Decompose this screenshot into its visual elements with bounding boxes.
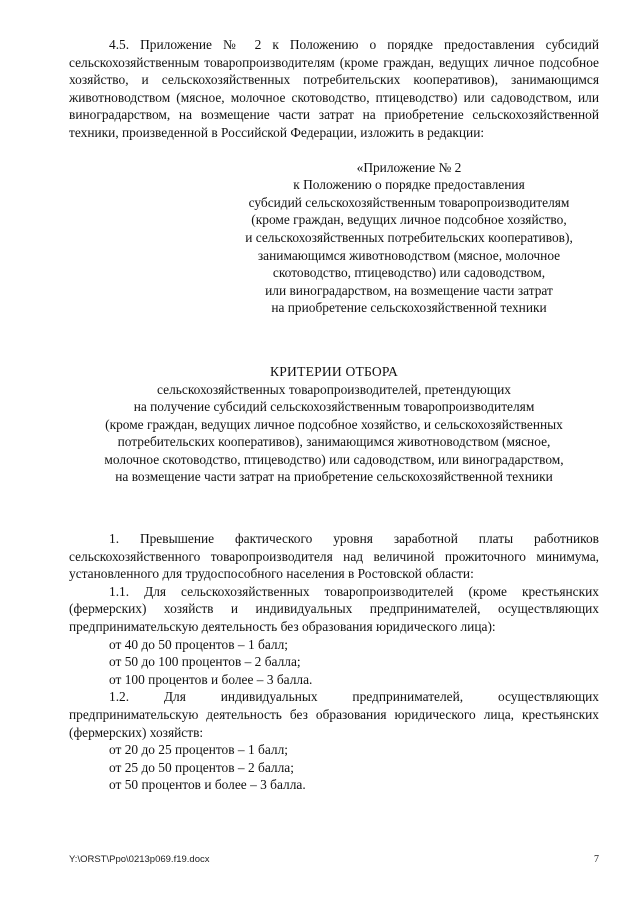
footer-file-path: Y:\ORST\Ppo\0213p069.f19.docx (69, 854, 210, 865)
criterion-1-1-option: от 40 до 50 процентов – 1 балл; (109, 636, 288, 652)
criteria-subtitle-line: сельскохозяйственных товаропроизводителей, претендующих (157, 381, 511, 397)
page-footer (69, 854, 599, 865)
criteria-subtitle-line: на получение субсидий сельскохозяйственным товаропроизводителям (133, 399, 535, 415)
annex-line: скотоводство, птицеводство) или садоводством, (272, 265, 546, 281)
criterion-1-2: 1.2. Для индивидуальных предпринимателей, осуществляющих предпринимательскую деятельность без образования юридического лица, крестьянских (фермерских) хозяйств: (69, 689, 599, 740)
annex-header (219, 159, 599, 317)
criterion-1-1: 1.1. Для сельскохозяйственных товаропроизводителей (кроме крестьянских (фермерских) хозяйств и индивидуальных предпринимателей, осуществляющих предпринимательскую деятельность без образования юридического лица): (69, 583, 599, 635)
annex-line: и сельскохозяйственных потребительских кооперативов), (245, 229, 573, 245)
criteria-subtitle-line: (кроме граждан, ведущих личное подсобное хозяйство, и сельскохозяйственных (105, 416, 563, 432)
criterion-1-2-option: от 50 процентов и более – 3 балла. (109, 777, 306, 793)
document-content (69, 36, 599, 794)
criterion-1-2-option: от 25 до 50 процентов – 2 балла; (109, 759, 294, 775)
annex-line: на приобретение сельскохозяйственной техники (271, 300, 547, 316)
annex-line: (кроме граждан, ведущих личное подсобное хозяйство, (251, 212, 567, 228)
criterion-1-1-option: от 100 процентов и более – 3 балла. (109, 671, 313, 687)
criterion-1: 1. Превышение фактического уровня заработной платы работников сельскохозяйственного товаропроизводителя над величиной прожиточного минимума, установленного для трудоспособного населения в Ростовской области: (69, 531, 599, 582)
criterion-1-2-option: от 20 до 25 процентов – 1 балл; (109, 742, 288, 758)
criteria-heading: КРИТЕРИИ ОТБОРА (270, 363, 398, 379)
annex-line: или виноградарством, на возмещение части затрат (265, 282, 553, 298)
criteria-subtitle-line: потребительских кооперативов), занимающимся животноводством (мясное, (117, 434, 551, 450)
annex-line: занимающимся животноводством (мясное, молочное (257, 247, 561, 263)
annex-line: субсидий сельскохозяйственным товаропроизводителям (248, 194, 570, 210)
criteria-body (69, 530, 599, 794)
criterion-1-1-option: от 50 до 100 процентов – 2 балла; (109, 654, 301, 670)
intro-paragraph: 4.5. Приложение № 2 к Положению о порядке предоставления субсидий сельскохозяйственным товаропроизводителям (кроме граждан, ведущих личное подсобное хозяйство, и сельскохозяйственных потребительских кооперативов), занимающимся животноводством (мясное, молочное скотоводство, птицеводство) или садоводством, или виноградарством, на возмещение части затрат на приобретение сельскохозяйственной техники, произведенной в Российской Федерации, изложить в редакции: (69, 37, 599, 140)
annex-line: «Приложение № 2 (356, 159, 462, 175)
page-number: 7 (594, 854, 599, 865)
annex-line: к Положению о порядке предоставления (293, 177, 525, 193)
criteria-subtitle-line: молочное скотоводство, птицеводство) или садоводством, или виноградарством, (104, 451, 564, 467)
criteria-title-block (69, 363, 599, 486)
criteria-subtitle-line: на возмещение части затрат на приобретение сельскохозяйственной техники (115, 469, 553, 485)
